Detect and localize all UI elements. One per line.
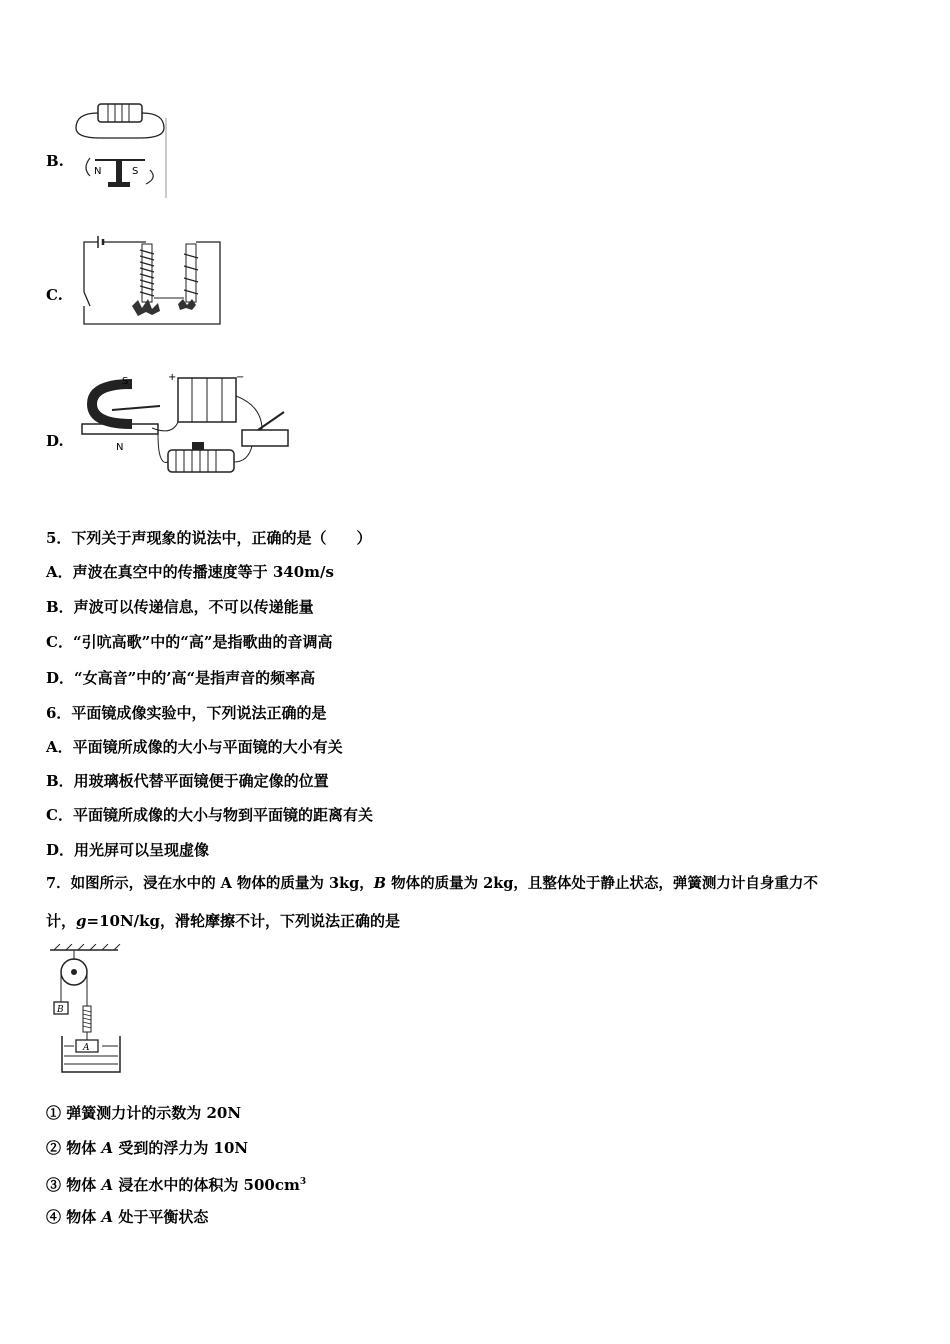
q7-stem-line1 — [46, 874, 818, 894]
q7-s4-part2: 处于平衡状态 — [113, 1208, 209, 1226]
figure-electromagnets — [78, 232, 226, 334]
q7-s4-part1: ④ 物体 — [46, 1208, 102, 1226]
q6-option-a: A．平面镜所成像的大小与平面镜的大小有关 — [46, 738, 343, 756]
battery-plus-label: + — [168, 372, 177, 383]
q7-s2-var: A — [101, 1139, 114, 1157]
q7-s3-part1: ③ 物体 — [46, 1176, 102, 1194]
q5-option-a: A．声波在真空中的传播速度等于 340m/s — [46, 563, 334, 581]
q7-s3-sup: 3 — [299, 1177, 307, 1187]
q7-stem-part4: =10N/kg，滑轮摩擦不计，下列说法正确的是 — [86, 912, 401, 930]
q7-s4-var: A — [101, 1208, 114, 1226]
magnet-n-label: N — [116, 442, 124, 453]
compass-s-label: S — [132, 166, 139, 177]
compass-n-label: N — [94, 166, 102, 177]
q7-s2-part2: 受到的浮力为 10N — [113, 1139, 249, 1157]
q7-statement-3 — [46, 1172, 306, 1195]
option-c-label: C. — [46, 286, 63, 304]
battery-minus-label: − — [236, 372, 245, 383]
figure-pulley-spring-balance — [46, 944, 126, 1076]
q7-s3-part2: 浸在水中的体积为 500cm — [113, 1176, 300, 1194]
q5-option-c: C．“引吭高歌”中的“高”是指歌曲的音调高 — [46, 633, 333, 651]
q7-var-b: B — [373, 875, 387, 892]
q5-option-d: D．“女高音”中的’高“是指声音的频率高 — [46, 669, 316, 687]
q7-statement-4 — [46, 1207, 208, 1227]
q7-stem-part3: 计， — [46, 912, 77, 930]
block-a-label: A — [83, 1043, 90, 1053]
q6-option-d: D．用光屏可以呈现虚像 — [46, 841, 210, 859]
q7-var-g: g — [76, 912, 87, 930]
q6-option-c: C．平面镜所成像的大小与物到平面镜的距离有关 — [46, 806, 373, 824]
q6-stem: 6．平面镜成像实验中，下列说法正确的是 — [46, 704, 327, 722]
q7-stem-part2: 物体的质量为 2kg，且整体处于静止状态，弹簧测力计自身重力不 — [386, 875, 818, 892]
q7-statement-2 — [46, 1138, 248, 1158]
q7-stem-part1: 7．如图所示，浸在水中的 A 物体的质量为 3kg， — [46, 875, 374, 892]
q5-stem: 5．下列关于声现象的说法中，正确的是（ ） — [46, 529, 372, 547]
figure-solenoid-compass — [70, 98, 170, 203]
figure-motor-circuit — [72, 366, 300, 492]
q6-option-b: B．用玻璃板代替平面镜便于确定像的位置 — [46, 772, 329, 790]
block-b-label: B — [57, 1005, 64, 1015]
q7-statement-1: ① 弹簧测力计的示数为 20N — [46, 1104, 242, 1122]
option-d-label: D. — [46, 432, 64, 450]
magnet-s-label: S — [122, 376, 129, 387]
q7-s2-part1: ② 物体 — [46, 1139, 102, 1157]
q7-stem-line2 — [46, 911, 400, 931]
q5-option-b: B．声波可以传递信息，不可以传递能量 — [46, 598, 314, 616]
option-b-label: B. — [46, 152, 64, 170]
q7-s3-var: A — [101, 1176, 114, 1194]
